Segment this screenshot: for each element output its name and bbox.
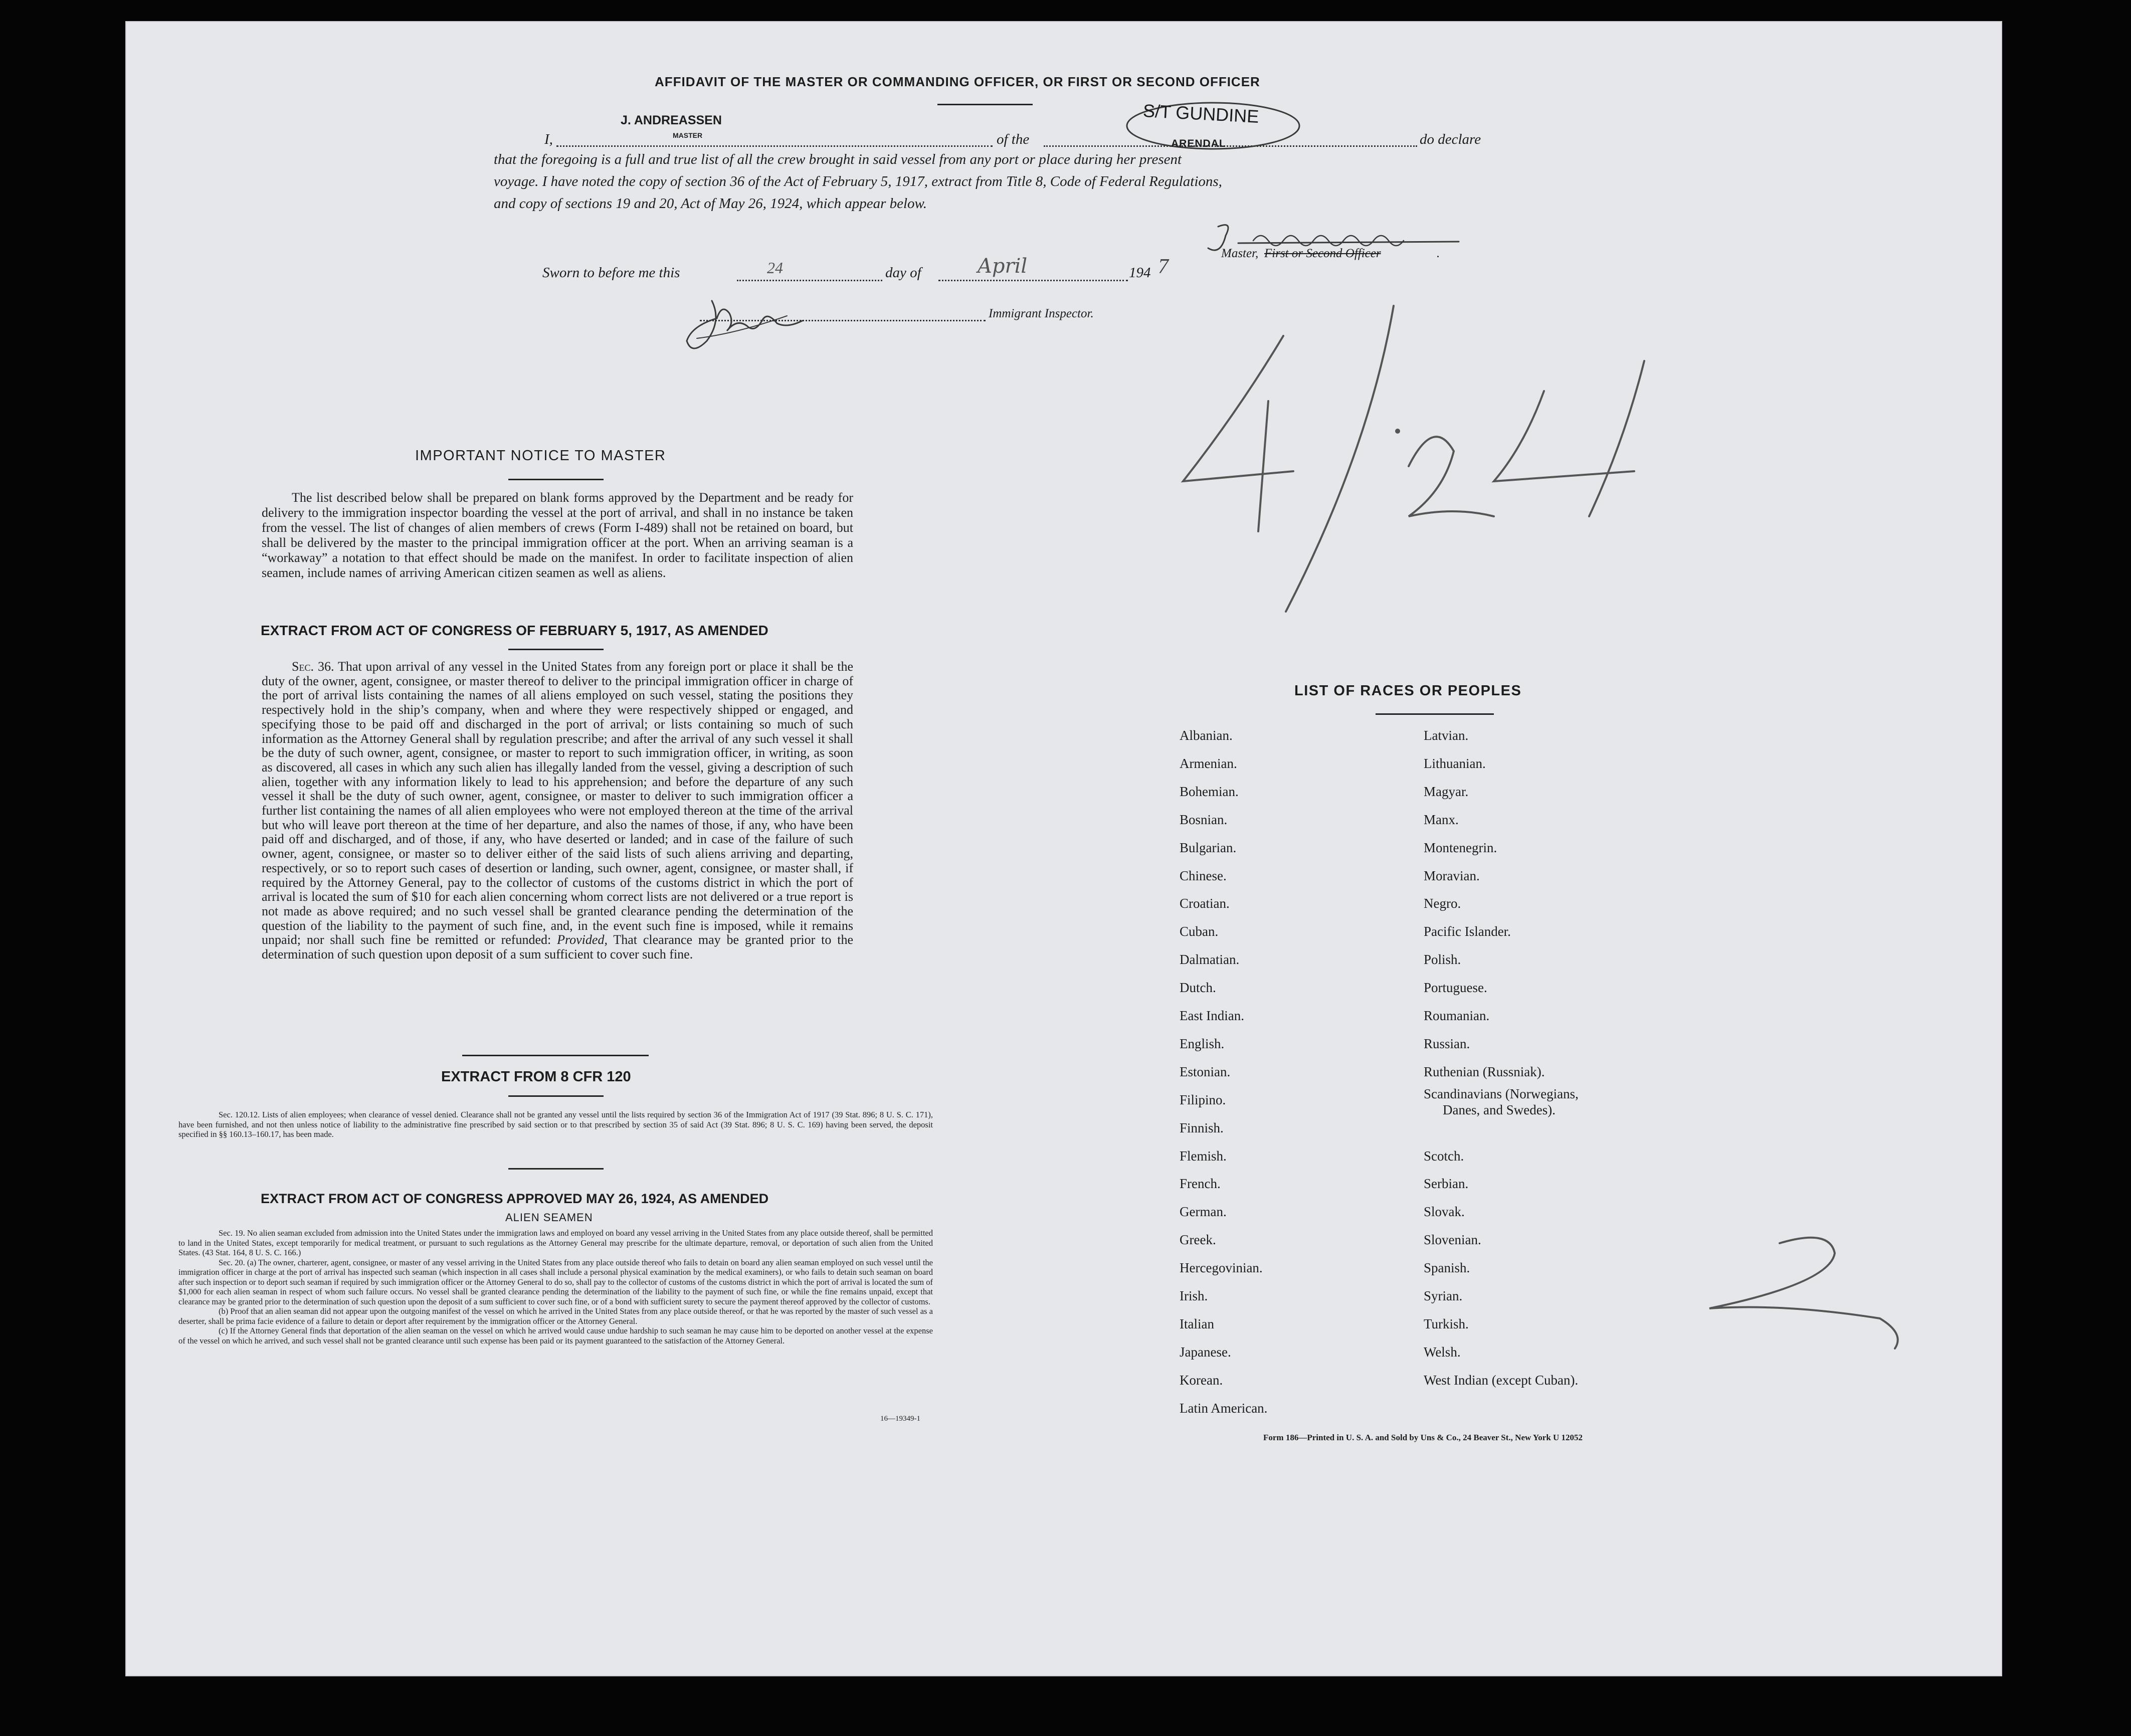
race-item: Armenian.	[1180, 755, 1237, 771]
cfr-text: Sec. 120.12. Lists of alien employees; when clearance of vessel denied. Clearance shall not be granted any vessel until the lists required by section 36 of the Immigration Act of 1917 (39 Stat. 896; 8 U. S. C. 171), have been furnished, and not then unless notice of liability to the administrative fine prescribed by said section or to that prescribed by section 35 of said Act (39 Stat. 896; 8 U. S. C. 169) having been served, the deposit specified in §§ 160.13–160.17, has been made.	[178, 1110, 933, 1139]
race-item: Albanian.	[1180, 728, 1233, 743]
master-name: J. ANDREASSEN	[621, 113, 722, 127]
race-item: Pacific Islander.	[1424, 924, 1511, 939]
affidavit-title: AFFIDAVIT OF THE MASTER OR COMMANDING OFFICER, OR FIRST OR SECOND OFFICER	[655, 74, 1260, 89]
act-1924-sec20a: Sec. 20. (a) The owner, charterer, agent, consignee, or master of any vessel arriving in the United States from any place outside thereof who fails to detain on board any alien seaman employed on such vessel until the immigration officer in charge at the port of arrival has inspected such seaman (which inspection in all cases shall include a personal physical examination by the medical examiners), or who fails to detain such seaman on board after such inspection or to deport such seaman if required by such immigration officer or the Attorney General to do so, shall pay to the collector of customs of the customs district in which the port of arrival is located the sum of $1,000 for each alien seaman in respect of whom such failure occurs. No vessel shall be granted clearance pending the determination of the liability to the payment of such fine, or while the fine remains unpaid, except that clearance may be granted prior to the determination of such question upon the deposit of a sum sufficient to cover such fine, or of a bond with sufficient surety to secure the payment thereof approved by the collector of customs.	[178, 1257, 933, 1306]
notice-body	[262, 490, 853, 581]
race-item: English.	[1180, 1036, 1225, 1051]
race-item: Spanish.	[1424, 1260, 1470, 1276]
race-item: East Indian.	[1180, 1008, 1244, 1023]
race-item: Magyar.	[1424, 784, 1469, 799]
act-1917-proviso-label: Provided,	[557, 932, 608, 947]
race-item: Dalmatian.	[1180, 952, 1240, 968]
pencil-page-number-annotation	[1704, 1233, 1915, 1364]
race-item: Welsh.	[1424, 1344, 1461, 1360]
races-rule	[1376, 713, 1494, 715]
inspector-signature	[682, 291, 852, 361]
race-item: Manx.	[1424, 812, 1459, 827]
race-item: Serbian.	[1424, 1176, 1469, 1192]
race-item: Syrian.	[1424, 1288, 1463, 1303]
notice-title: IMPORTANT NOTICE TO MASTER	[415, 448, 666, 464]
vessel-port: ARENDAL	[1171, 138, 1226, 149]
race-item: Finnish.	[1180, 1120, 1224, 1135]
race-item: Korean.	[1180, 1372, 1223, 1388]
inspector-line	[700, 320, 986, 321]
of-the-label: of the	[997, 131, 1030, 147]
race-item: Ruthenian (Russniak).	[1424, 1064, 1545, 1079]
race-item: Irish.	[1180, 1288, 1208, 1303]
sworn-month: April	[978, 255, 1028, 278]
act-1917-rule	[508, 649, 604, 650]
notice-text: The list described below shall be prepared on blank forms approved by the Department and be ready for delivery to the immigration inspector boarding the vessel at the port of arrival, and shall in no instance be taken from the vessel. The list of changes of alien members of crews (Form I-489) shall not be retained on board, but shall be delivered by the master to the principal immigration officer at the port. When an arriving seaman is a “workaway” a notation to that effect should be made on the manifest. In order to facilitate inspection of alien seamen, include names of arriving American citizen seamen as well as aliens.	[262, 490, 853, 580]
title-rule	[937, 104, 1033, 105]
race-item: Bosnian.	[1180, 812, 1228, 827]
race-item: Dutch.	[1180, 980, 1216, 996]
race-item: Greek.	[1180, 1232, 1216, 1248]
cfr-rule	[508, 1095, 604, 1097]
race-item: Danes, and Swedes).	[1443, 1102, 1556, 1117]
affidavit-line-3: voyage. I have noted the copy of section 36 of the Act of February 5, 1917, extract from Title 8, Code of Federal Regulations,	[494, 173, 1222, 189]
inspector-caption: Immigrant Inspector.	[989, 307, 1094, 320]
race-item: Bohemian.	[1180, 784, 1239, 799]
act-1924-title: EXTRACT FROM ACT OF CONGRESS APPROVED MAY 26, 1924, AS AMENDED	[261, 1191, 769, 1206]
act-1924-sec20b: (b) Proof that an alien seaman did not appear upon the outgoing manifest of the vessel on which he arrived in the United States from any place outside thereof, or that he was reported by the master of such vessel as a deserter, shall be prima facie evidence of a failure to detain or deport after requirement by the immigration officer or the Attorney General.	[178, 1306, 933, 1326]
day-of-label: day of	[885, 265, 921, 281]
race-item: Negro.	[1424, 896, 1461, 911]
race-item: Roumanian.	[1424, 1008, 1490, 1023]
race-item: Cuban.	[1180, 924, 1219, 939]
master-officer-caption-struck: First or Second Officer	[1264, 247, 1381, 260]
act-1924-rule-top	[508, 1168, 604, 1170]
race-item: Slovak.	[1424, 1204, 1465, 1220]
master-caption: MASTER	[673, 131, 703, 139]
notice-rule	[508, 479, 604, 480]
pencil-page-number-text	[0, 0, 1, 1]
race-item: Latin American.	[1180, 1400, 1268, 1416]
race-item: Polish.	[1424, 952, 1461, 968]
cfr-body	[178, 1110, 933, 1139]
race-item: Chinese.	[1180, 868, 1227, 883]
act-1917-sec-label: Sec. 36.	[292, 659, 334, 674]
race-item: Montenegrin.	[1424, 840, 1497, 855]
race-item: French.	[1180, 1176, 1221, 1192]
race-item: Scotch.	[1424, 1148, 1464, 1164]
act-1917-text: That upon arrival of any vessel in the United States from any foreign port or place it shall be the duty of the owner, agent, consignee, or master thereof to deliver to the principal immigration officer in charge of the port of arrival lists containing the names of all aliens employed on such vessel, stating the positions they respectively hold in the ship’s company, when and where they were respectively shipped or engaged, and specifying those to be paid off and discharged in the port of arrival; or lists containing so much of such information as the Attorney General shall by regulation prescribe; and after the arrival of any such vessel it shall be the duty of such owner, agent, consignee, or master to report to such immigration officer, in writing, as soon as discovered, all cases in which any such alien has illegally landed from the vessel, giving a description of such alien, together with any information likely to lead to his apprehension; and before the departure of any such vessel it shall be the duty of such owner, agent, consignee, or master to deliver to such immigration officer a further list containing the names of all alien employees who were not employed thereon at the time of the arrival but who will leave port thereon at the time of her departure, and also the names of those, if any, who have been paid off and discharged, and of those, if any, who have deserted or landed; and in case of the failure of such owner, agent, consignee, or master so to deliver either of the said lists of such aliens arriving and departing, respectively, or so to report such cases of desertion or landing, such owner, agent, consignee, or master shall, if required by the Attorney General, pay to the collector of customs of the customs district in which the port of arrival is located the sum of $10 for each alien concerning whom correct lists are not delivered or a true report is not made as above required; and no such vessel shall be granted clearance pending the determination of the question of the liability to the payment of such fine, and, in the event such fine is imposed, while it remains unpaid; nor shall such fine be remitted or refunded:	[262, 659, 854, 947]
affidavit-line-2: that the foregoing is a full and true list of all the crew brought in said vessel from any port or place during her present	[494, 151, 1182, 167]
race-item: Scandinavians (Norwegians,	[1424, 1086, 1579, 1101]
race-item: Japanese.	[1180, 1344, 1231, 1360]
race-item: Russian.	[1424, 1036, 1470, 1051]
race-item: Bulgarian.	[1180, 840, 1237, 855]
race-item: Italian	[1180, 1316, 1214, 1331]
vessel-name: S/T GUNDINE	[1142, 100, 1260, 127]
race-item: German.	[1180, 1204, 1227, 1220]
affidavit-line-4: and copy of sections 19 and 20, Act of May 26, 1924, which appear below.	[494, 196, 927, 212]
master-officer-caption-end: .	[1437, 247, 1440, 260]
cfr-rule-top	[462, 1055, 649, 1056]
act-1924-sec19: Sec. 19. No alien seaman excluded from admission into the United States under the immigration laws and employed on board any vessel arriving in the United States from any place outside thereof, shall be permitted to land in the United States, except temporarily for medical treatment, or pursuant to such regulations as the Attorney General may prescribe for the ultimate departure, removal, or deportation of such alien from the United States. (43 Stat. 164, 8 U. S. C. 166.)	[178, 1228, 933, 1257]
cfr-title: EXTRACT FROM 8 CFR 120	[441, 1069, 631, 1085]
race-item: Estonian.	[1180, 1064, 1231, 1079]
race-item: Filipino.	[1180, 1092, 1226, 1107]
race-item: West Indian (except Cuban).	[1424, 1372, 1579, 1388]
form-code: 16—19349-1	[880, 1415, 920, 1423]
race-item: Latvian.	[1424, 728, 1469, 743]
act-1924-body	[178, 1228, 933, 1345]
race-item: Moravian.	[1424, 868, 1480, 883]
master-officer-caption-a: Master,	[1221, 247, 1259, 260]
race-item: Croatian.	[1180, 896, 1230, 911]
do-declare: do declare	[1420, 131, 1481, 147]
race-item: Hercegovinian.	[1180, 1260, 1263, 1276]
act-1917-proviso-text: That clearance may be granted prior to the determination of such question upon deposit of a sum sufficient to cover such fine.	[262, 932, 853, 962]
races-title: LIST OF RACES OR PEOPLES	[1294, 683, 1522, 699]
form-imprint: Form 186—Printed in U. S. A. and Sold by Uns & Co., 24 Beaver St., New York U 12052	[1263, 1433, 1583, 1442]
act-1924-sec20c: (c) If the Attorney General finds that deportation of the alien seaman on the vessel on which he arrived would cause undue hardship to such seaman he may cause him to be deported on another vessel at the expense of the vessel on which he arrived, and such vessel shall not be granted clearance until such expense has been paid or its payment guaranteed to the satisfaction of the Attorney General.	[178, 1326, 933, 1345]
pencil-date-annotation	[1173, 301, 1654, 642]
race-item: Turkish.	[1424, 1316, 1469, 1331]
year-prefix: 194	[1129, 265, 1151, 281]
i-label: I,	[544, 131, 553, 147]
sworn-label: Sworn to before me this	[542, 265, 680, 281]
sworn-month-line	[938, 280, 1128, 281]
race-item: Slovenian.	[1424, 1232, 1481, 1248]
race-item: Lithuanian.	[1424, 755, 1486, 771]
sworn-day: 24	[767, 259, 783, 277]
act-1917-body	[262, 660, 853, 962]
year-digit: 7	[1158, 255, 1169, 278]
master-name-line	[556, 145, 993, 147]
race-item: Portuguese.	[1424, 980, 1487, 996]
sworn-day-line	[737, 280, 882, 281]
race-item: Flemish.	[1180, 1148, 1227, 1164]
act-1924-subtitle: ALIEN SEAMEN	[505, 1211, 593, 1224]
act-1917-title: EXTRACT FROM ACT OF CONGRESS OF FEBRUARY 5, 1917, AS AMENDED	[261, 623, 768, 638]
